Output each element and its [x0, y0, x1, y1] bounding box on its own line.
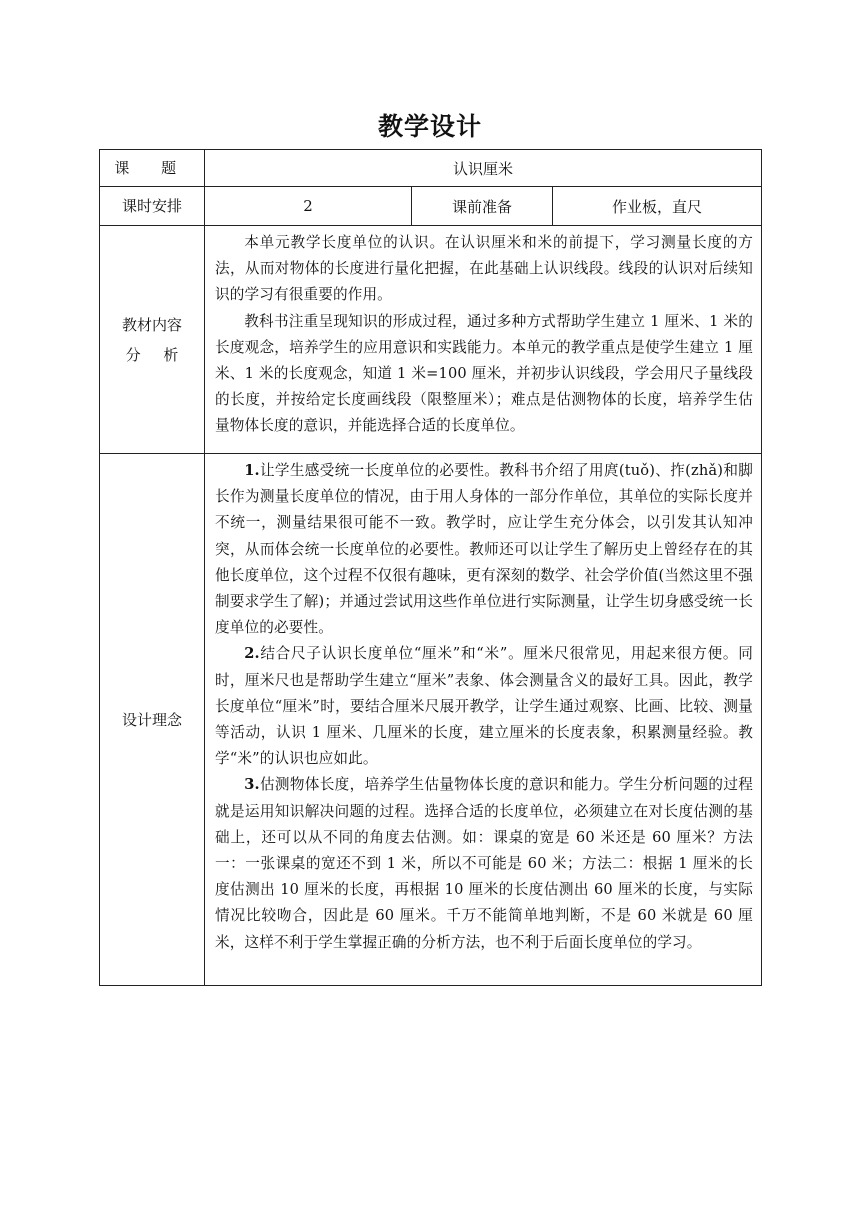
row-material-analysis: [100, 226, 762, 454]
lesson-plan-table: [99, 149, 762, 986]
material-paragraph: 教科书注重呈现知识的形成过程，通过多种方式帮助学生建立 1 厘米、1 米的长度观念，培养学生的应用意识和实践能力。本单元的教学重点是使学生建立 1 厘米、1 米的长度观念，知道 1 米=100 厘米，并初步认识线段，学会用尺子量线段的长度，并按给定长度画线段（限整厘米）；难点是估测物体的长度，培养学生估量物体长度的意识，并能选择合适的长度单位。: [215, 312, 754, 435]
row-design-concept: [100, 454, 762, 986]
topic-label: 课 题: [100, 150, 205, 187]
document-title: 教学设计: [377, 112, 482, 141]
concept-number: 1.: [244, 462, 260, 479]
concept-paragraph: [215, 458, 753, 641]
material-analysis-label: [100, 226, 205, 454]
schedule-value: 2: [205, 187, 412, 226]
prep-value: 作业板，直尺: [553, 187, 762, 226]
material-paragraph: 本单元教学长度单位的认识。在认识厘米和米的前提下，学习测量长度的方法，从而对物体的长度进行量化把握，在此基础上认识线段。线段的认识对后续知识的学习有很重要的作用。: [215, 234, 754, 304]
concept-paragraph: [215, 641, 753, 772]
prep-label: 课前准备: [412, 187, 553, 226]
schedule-label: 课时安排: [100, 187, 205, 226]
design-concept-label: 设计理念: [100, 454, 205, 986]
row-schedule: [100, 187, 762, 226]
material-analysis-content: [205, 226, 762, 454]
concept-text: 让学生感受统一长度单位的必要性。教科书介绍了用庹(tuǒ)、拃(zhǎ)和脚长作为测量长度单位的情况，由于用人身体的一部分作单位，其单位的实际长度并不统一，测量结果很可能不一致。教学时，应让学生充分体会，以引发其认知冲突，从而体会统一长度单位的必要性。教师还可以让学生了解历史上曾经存在的其他长度单位，这个过程不仅很有趣味，更有深刻的数学、社会学价值(当然这里不强制要求学生了解)；并通过尝试用这些作单位进行实际测量，让学生切身感受统一长度单位的必要性。: [215, 462, 754, 637]
concept-number: 2.: [244, 645, 260, 663]
design-concept-content: [205, 454, 762, 986]
concept-paragraph: [215, 772, 753, 955]
topic-value: 认识厘米: [205, 150, 762, 187]
material-analysis-label-line1: 教材内容: [121, 315, 182, 334]
row-topic: [100, 150, 762, 187]
concept-text: 估测物体长度，培养学生估量物体长度的意识和能力。学生分析问题的过程就是运用知识解决问题的过程。选择合适的长度单位，必须建立在对长度估测的基础上，还可以从不同的角度去估测。如：课桌的宽是 60 米还是 60 厘米？方法一：一张课桌的宽还不到 1 米，所以不可能是 60 米；方法二：根据 1 厘米的长度估测出 10 厘米的长度，再根据 10 厘米的长度估测出 60 厘米的长度，与实际情况比较吻合，因此是 60 厘米。千万不能简单地判断，不是 60 米就是 60 厘米，这样不利于学生掌握正确的分析方法，也不利于后面长度单位的学习。: [215, 776, 754, 951]
concept-number: 3.: [244, 776, 260, 794]
material-analysis-label-line2: 分 析: [125, 345, 188, 364]
concept-text: 结合尺子认识长度单位“厘米”和“米”。厘米尺很常见，用起来很方便。同时，厘米尺也是帮助学生建立“厘米”表象、体会测量含义的最好工具。因此，教学长度单位“厘米”时，要结合厘米尺展开教学，让学生通过观察、比画、比较、测量等活动，认识 1 厘米、几厘米的长度，建立厘米的长度表象，积累测量经验。教学“米”的认识也应如此。: [215, 645, 754, 768]
